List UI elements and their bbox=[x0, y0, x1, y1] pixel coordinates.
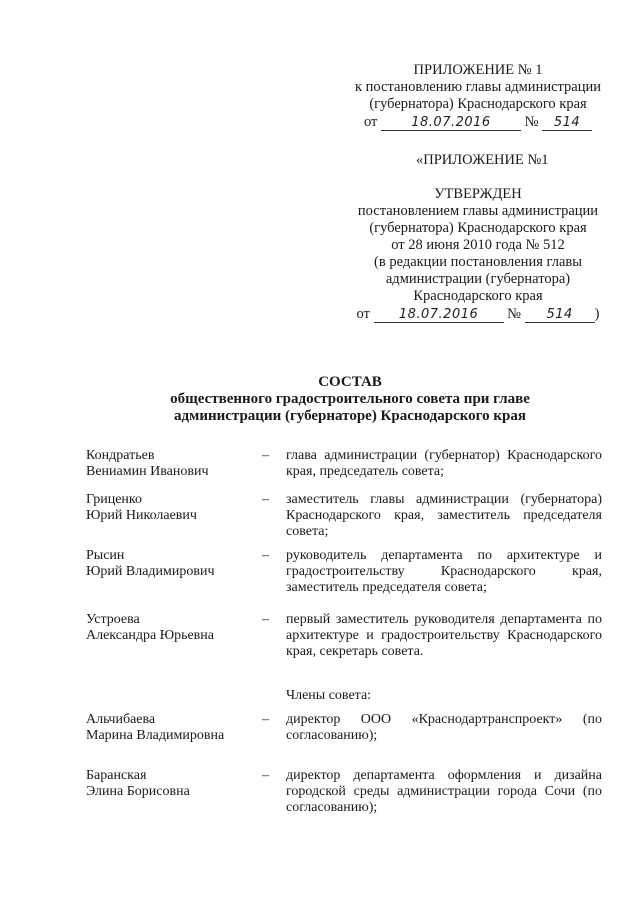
member-given-name: Юрий Николаевич bbox=[86, 508, 197, 523]
member-role: заместитель главы администрации (губернатора) Краснодарского края, заместитель председателя совета; bbox=[286, 492, 602, 539]
member-surname: Гриценко bbox=[86, 492, 142, 507]
date-prefix: от bbox=[363, 114, 378, 130]
number-field bbox=[542, 115, 592, 131]
member-name bbox=[86, 492, 266, 524]
approved-line: от 28 июня 2010 года № 512 bbox=[391, 237, 565, 253]
approved-title: УТВЕРЖДЕН bbox=[434, 186, 522, 202]
number-handwritten: 514 bbox=[553, 115, 581, 130]
date-field bbox=[374, 307, 504, 323]
dash: – bbox=[262, 448, 269, 463]
approved-block bbox=[340, 186, 616, 323]
approved-line: (в редакции постановления главы bbox=[374, 254, 582, 270]
dash: – bbox=[262, 768, 269, 783]
member-name bbox=[86, 548, 266, 580]
number-prefix: № bbox=[524, 114, 539, 130]
member-surname: Баранская bbox=[86, 768, 147, 783]
member-name bbox=[86, 768, 266, 800]
member-role: глава администрации (губернатор) Краснодарского края, председатель совета; bbox=[286, 448, 602, 479]
member-surname: Устроева bbox=[86, 612, 140, 627]
approved-line: Краснодарского края bbox=[413, 288, 543, 304]
member-name bbox=[86, 448, 266, 480]
quoted-appendix: «ПРИЛОЖЕНИЕ №1 bbox=[416, 152, 549, 168]
dash: – bbox=[262, 612, 269, 627]
approved-line: администрации (губернатора) bbox=[385, 271, 571, 287]
date-handwritten: 18.07.2016 bbox=[411, 115, 491, 130]
member-name bbox=[86, 712, 266, 744]
member-role: первый заместитель руководителя департамента по архитектуре и градостроительству Краснодарского края, секретарь совета. bbox=[286, 612, 602, 659]
number-prefix: № bbox=[507, 306, 522, 322]
title-line-3: администрации (губернаторе) Краснодарского края bbox=[174, 408, 526, 424]
appendix-header bbox=[340, 62, 616, 131]
date-prefix: от bbox=[356, 306, 370, 322]
member-given-name: Марина Владимировна bbox=[86, 728, 225, 743]
appendix-line-2: к постановлению главы администрации bbox=[354, 79, 602, 95]
dash: – bbox=[262, 712, 269, 727]
member-surname: Рысин bbox=[86, 548, 125, 563]
member-given-name: Юрий Владимирович bbox=[86, 564, 215, 579]
appendix-line-3: (губернатора) Краснодарского края bbox=[369, 96, 587, 112]
dash: – bbox=[262, 492, 269, 507]
title-line-1: СОСТАВ bbox=[318, 374, 382, 390]
dash: – bbox=[262, 548, 269, 563]
member-given-name: Элина Борисовна bbox=[86, 784, 190, 799]
appendix-title: ПРИЛОЖЕНИЕ № 1 bbox=[413, 62, 543, 78]
member-role: директор ООО «Краснодартранспроект» (по согласованию); bbox=[286, 712, 602, 743]
closing-paren: ) bbox=[594, 306, 600, 322]
member-given-name: Александра Юрьевна bbox=[86, 628, 214, 643]
member-given-name: Вениамин Иванович bbox=[86, 464, 209, 479]
title-line-2: общественного градостроительного совета при главе bbox=[170, 391, 530, 407]
member-surname: Альчибаева bbox=[86, 712, 156, 727]
member-role: директор департамента оформления и дизайна городской среды администрации города Сочи (по согласованию); bbox=[286, 768, 602, 815]
date-handwritten: 18.07.2016 bbox=[398, 307, 479, 322]
approved-line: (губернатора) Краснодарского края bbox=[369, 220, 587, 236]
approved-date-line bbox=[340, 306, 616, 323]
member-name bbox=[86, 612, 266, 644]
approved-line: постановлением главы администрации bbox=[357, 203, 599, 219]
date-field bbox=[381, 115, 521, 131]
number-handwritten: 514 bbox=[546, 307, 573, 322]
member-surname: Кондратьев bbox=[86, 448, 155, 463]
appendix-date-line bbox=[340, 114, 616, 131]
document-title bbox=[90, 374, 610, 425]
member-role: руководитель департамента по архитектуре и градостроительству Краснодарского края, заместитель председателя совета; bbox=[286, 548, 602, 595]
members-heading: Члены совета: bbox=[286, 688, 372, 703]
number-field bbox=[525, 307, 595, 323]
